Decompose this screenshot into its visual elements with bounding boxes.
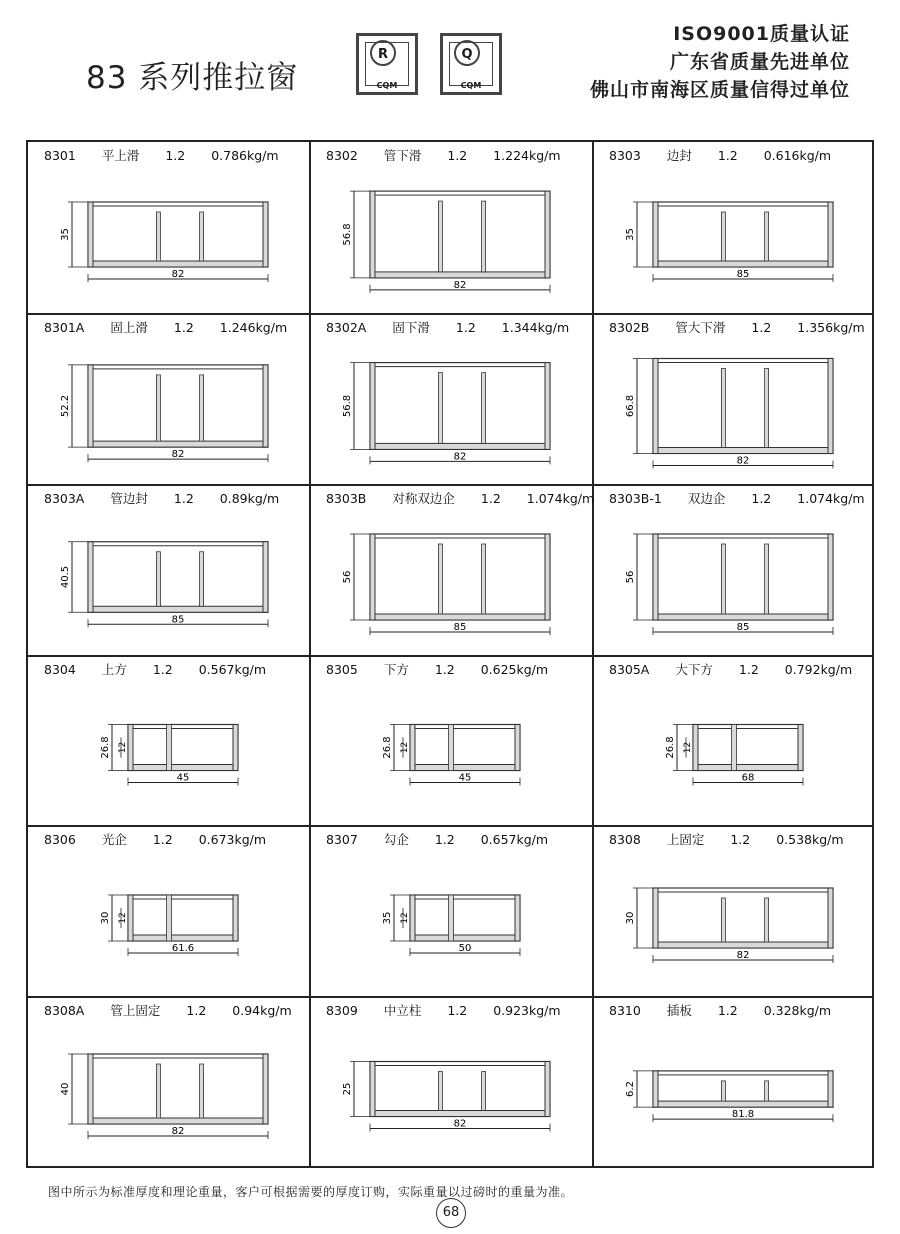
profile-weight: 0.328kg/m	[763, 1003, 832, 1018]
cert-r-letter: R	[370, 40, 396, 66]
cert-mark-r	[356, 33, 418, 95]
profile-code: 8301A	[44, 320, 85, 335]
profile-code: 8309	[326, 1003, 358, 1018]
profile-cell	[28, 656, 309, 825]
profile-code: 8302A	[326, 320, 367, 335]
height-label: 35	[625, 228, 636, 241]
profile-weight: 0.616kg/m	[763, 148, 832, 163]
profile-weight: 0.657kg/m	[480, 832, 549, 847]
profile-cell	[593, 826, 875, 996]
profile-cell	[593, 485, 875, 655]
profile-name: 上固定	[666, 832, 705, 847]
profile-drawing	[28, 826, 309, 996]
height-label: 56	[342, 570, 353, 584]
profile-name: 大下方	[675, 662, 713, 677]
height-label: 30	[100, 911, 111, 925]
profile-thickness: 1.2	[717, 148, 738, 163]
profile-drawing	[28, 314, 309, 484]
profile-code: 8305	[326, 662, 358, 677]
profile-weight: 1.224kg/m	[493, 148, 561, 163]
inner-height-label: 12	[118, 912, 128, 924]
profile-section	[410, 895, 520, 941]
profile-thickness: 1.2	[751, 491, 772, 506]
height-label: 6.2	[625, 1081, 636, 1097]
profile-weight: 0.923kg/m	[493, 1003, 561, 1018]
profile-section	[653, 888, 833, 948]
width-label: 85	[171, 614, 185, 626]
claim-foshan: 佛山市南海区质量信得过单位	[589, 79, 850, 101]
profile-code: 8301	[44, 148, 76, 163]
profile-section	[88, 202, 268, 267]
inner-height-label: 12	[400, 741, 410, 754]
profile-code: 8303B-1	[609, 491, 662, 506]
width-label: 82	[453, 279, 467, 291]
width-label: 82	[453, 451, 467, 463]
profile-drawing	[310, 656, 592, 825]
height-label: 52.2	[60, 394, 71, 418]
cert-r-label: CQM	[376, 81, 398, 90]
profile-section	[88, 365, 268, 447]
profile-section	[653, 202, 833, 267]
profile-cell	[593, 656, 875, 825]
profile-thickness: 1.2	[152, 832, 173, 847]
profile-name: 插板	[666, 1003, 692, 1018]
width-label: 85	[736, 622, 750, 633]
height-label: 25	[342, 1082, 353, 1096]
profile-thickness: 1.2	[717, 1003, 738, 1018]
page-title: 83 系列推拉窗	[86, 60, 299, 96]
profile-drawing	[593, 997, 875, 1167]
profile-drawing	[310, 142, 592, 313]
profile-code: 8303B	[326, 491, 367, 506]
profile-grid	[26, 140, 874, 1168]
height-label: 26.8	[382, 736, 393, 759]
profile-code: 8308	[609, 832, 641, 847]
profile-name: 边封	[666, 148, 692, 163]
footnote: 图中所示为标准厚度和理论重量，客户可根据需要的厚度订购，实际重量以过磅时的重量为准。	[48, 1185, 574, 1199]
profile-name: 中立柱	[383, 1003, 422, 1018]
height-label: 35	[60, 228, 71, 241]
profile-code: 8306	[44, 832, 76, 847]
cert-mark-q	[440, 33, 502, 95]
inner-height-label: 12	[118, 741, 128, 754]
profile-name: 对称双边企	[392, 491, 455, 506]
width-label: 45	[176, 772, 190, 784]
profile-drawing	[28, 656, 309, 825]
profile-cell	[28, 485, 309, 655]
profile-weight: 0.567kg/m	[198, 662, 267, 677]
profile-thickness: 1.2	[455, 320, 476, 335]
profile-cell	[593, 314, 875, 484]
profile-name: 管边封	[110, 491, 148, 506]
profile-section	[128, 895, 238, 941]
profile-weight: 0.538kg/m	[776, 832, 844, 847]
height-label: 26.8	[665, 736, 676, 759]
profile-drawing	[310, 314, 592, 484]
certification-claims	[590, 20, 850, 104]
profile-cell	[310, 314, 592, 484]
profile-cell	[310, 485, 595, 655]
height-label: 26.8	[100, 736, 111, 759]
profile-code: 8310	[609, 1003, 641, 1018]
profile-thickness: 1.2	[480, 491, 501, 506]
profile-cell	[310, 142, 592, 313]
profile-name: 管上固定	[110, 1003, 161, 1018]
profile-drawing	[310, 997, 592, 1167]
width-label: 82	[171, 1126, 185, 1137]
profile-code: 8302	[326, 148, 358, 163]
profile-name: 管下滑	[383, 148, 422, 163]
profile-thickness: 1.2	[165, 148, 186, 163]
width-label: 81.8	[731, 1109, 755, 1121]
width-label: 82	[453, 1118, 467, 1130]
profile-section	[88, 1054, 268, 1124]
claim-guangdong: 广东省质量先进单位	[669, 51, 850, 73]
profile-section	[370, 534, 550, 620]
profile-code: 8308A	[44, 1003, 85, 1018]
height-label: 56.8	[342, 223, 353, 246]
profile-cell	[28, 142, 309, 313]
profile-weight: 0.673kg/m	[198, 832, 267, 847]
profile-cell	[593, 142, 875, 313]
profile-cell	[28, 826, 309, 996]
profile-section	[88, 542, 268, 613]
profile-cell	[593, 997, 875, 1167]
profile-weight: 1.074kg/m	[797, 491, 865, 506]
profile-name: 上方	[101, 662, 127, 677]
profile-thickness: 1.2	[434, 832, 455, 847]
profile-name: 下方	[383, 662, 409, 677]
profile-cell	[28, 997, 309, 1167]
cert-q-label: CQM	[460, 81, 482, 90]
profile-drawing	[593, 656, 875, 825]
profile-weight: 0.89kg/m	[219, 491, 280, 506]
profile-section	[128, 725, 238, 771]
profile-drawing	[310, 485, 595, 655]
profile-section	[370, 1062, 550, 1117]
profile-code: 8302B	[609, 320, 650, 335]
page-number: 68	[436, 1198, 466, 1228]
height-label: 40	[60, 1082, 71, 1096]
profile-thickness: 1.2	[751, 320, 772, 335]
profile-thickness: 1.2	[730, 832, 751, 847]
height-label: 66.8	[625, 394, 636, 418]
profile-name: 固下滑	[392, 320, 430, 335]
width-label: 82	[736, 950, 750, 961]
profile-section	[653, 1071, 833, 1107]
profile-drawing	[28, 997, 309, 1167]
profile-thickness: 1.2	[186, 1003, 207, 1018]
profile-name: 勾企	[383, 832, 409, 847]
profile-thickness: 1.2	[434, 662, 455, 677]
profile-section	[693, 725, 803, 771]
profile-thickness: 1.2	[152, 662, 173, 677]
width-label: 85	[736, 269, 750, 280]
width-label: 82	[171, 449, 185, 461]
height-label: 56.8	[342, 394, 353, 418]
profile-code: 8304	[44, 662, 76, 677]
profile-name: 固上滑	[110, 320, 148, 335]
profile-weight: 1.246kg/m	[219, 320, 288, 335]
profile-drawing	[310, 826, 592, 996]
profile-drawing	[593, 826, 875, 996]
height-label: 35	[382, 911, 393, 925]
profile-weight: 1.344kg/m	[501, 320, 570, 335]
profile-code: 8307	[326, 832, 358, 847]
profile-thickness: 1.2	[173, 320, 194, 335]
profile-weight: 1.356kg/m	[797, 320, 865, 335]
profile-thickness: 1.2	[447, 148, 468, 163]
height-label: 30	[625, 911, 636, 925]
profile-name: 光企	[101, 832, 127, 847]
inner-height-label: 12	[400, 912, 410, 924]
profile-cell	[310, 997, 592, 1167]
profile-name: 管大下滑	[675, 320, 726, 335]
profile-drawing	[28, 485, 309, 655]
profile-code: 8303A	[44, 491, 85, 506]
height-label: 40.5	[60, 565, 71, 589]
profile-cell	[310, 656, 592, 825]
profile-section	[370, 363, 550, 450]
height-label: 56	[625, 570, 636, 584]
profile-weight: 0.786kg/m	[211, 148, 279, 163]
profile-thickness: 1.2	[447, 1003, 468, 1018]
width-label: 50	[458, 943, 472, 954]
profile-thickness: 1.2	[173, 491, 194, 506]
profile-drawing	[28, 142, 309, 313]
cert-q-letter: Q	[454, 40, 480, 66]
profile-weight: 0.792kg/m	[784, 662, 853, 677]
profile-drawing	[593, 314, 875, 484]
width-label: 45	[458, 772, 472, 784]
width-label: 82	[171, 269, 185, 280]
width-label: 82	[736, 455, 750, 467]
profile-section	[410, 725, 520, 771]
inner-height-label: 12	[683, 741, 693, 754]
profile-name: 双边企	[687, 491, 726, 506]
profile-cell	[310, 826, 592, 996]
width-label: 68	[741, 772, 755, 784]
profile-weight: 0.94kg/m	[232, 1003, 292, 1018]
width-label: 61.6	[171, 943, 195, 954]
profile-drawing	[593, 485, 875, 655]
profile-name: 平上滑	[101, 148, 140, 163]
profile-drawing	[593, 142, 875, 313]
profile-code: 8305A	[609, 662, 650, 677]
profile-section	[653, 534, 833, 620]
width-label: 85	[453, 622, 467, 633]
profile-thickness: 1.2	[738, 662, 759, 677]
profile-code: 8303	[609, 148, 641, 163]
claim-iso: ISO9001质量认证	[673, 23, 850, 45]
profile-weight: 1.074kg/m	[526, 491, 595, 506]
profile-section	[370, 191, 550, 278]
profile-section	[653, 359, 833, 454]
profile-weight: 0.625kg/m	[480, 662, 549, 677]
profile-cell	[28, 314, 309, 484]
